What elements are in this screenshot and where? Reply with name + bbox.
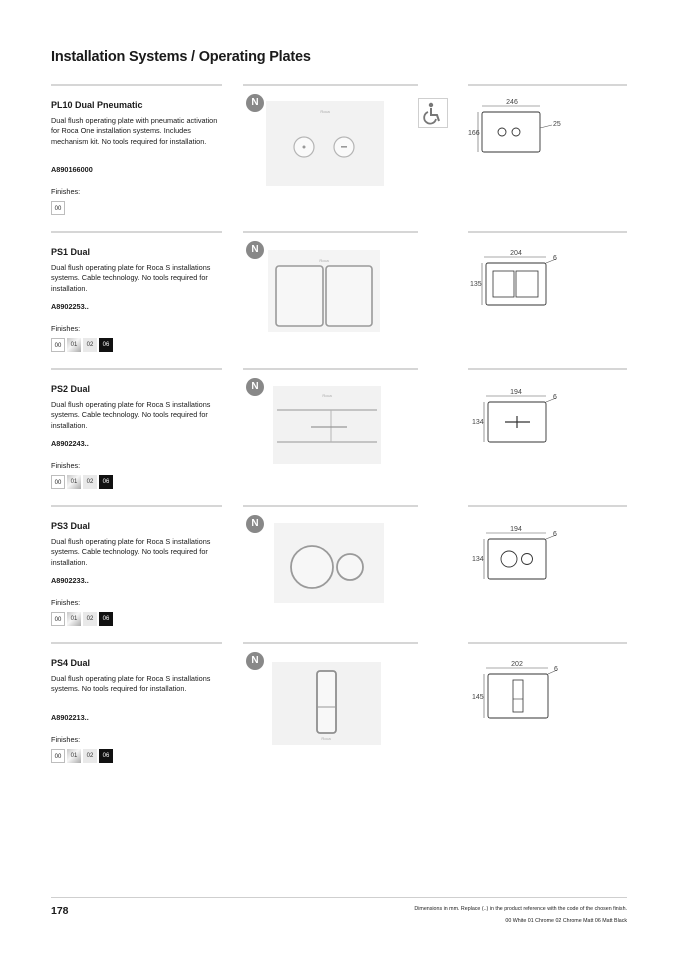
finish-swatch-white: 00 <box>51 475 65 489</box>
footer-note: Dimensions in mm. Replace (..) in the product reference with the code of the chosen finish. <box>414 906 627 912</box>
finish-swatch-matt-black: 06 <box>99 475 113 489</box>
product-reference: A8902243.. <box>51 439 89 448</box>
divider <box>468 231 627 233</box>
divider <box>243 505 418 507</box>
product-photo <box>266 101 384 186</box>
divider <box>243 368 418 370</box>
svg-text:Roca: Roca <box>320 109 330 114</box>
product-description: Dual flush operating plate for Roca S installations systems. No tools required for installation. <box>51 674 211 694</box>
product-photo <box>268 250 380 332</box>
divider <box>243 231 418 233</box>
new-badge: N <box>246 241 264 259</box>
product-description: Dual flush operating plate for Roca S installations systems. Cable technology. No tools required for installation. <box>51 263 211 293</box>
new-badge: N <box>246 378 264 396</box>
svg-text:194: 194 <box>510 389 522 396</box>
product-name: PS2 Dual <box>51 384 91 394</box>
svg-text:145: 145 <box>472 694 484 701</box>
product-section-ps2 <box>0 368 677 505</box>
finish-swatch-white: 00 <box>51 201 65 215</box>
svg-text:Roca: Roca <box>319 258 329 263</box>
product-section-pl10 <box>0 84 677 221</box>
divider <box>468 505 627 507</box>
finish-swatch-white: 00 <box>51 338 65 352</box>
product-section-ps1 <box>0 231 677 368</box>
finishes-label: Finishes: <box>51 187 81 196</box>
product-reference: A890166000 <box>51 165 93 174</box>
new-badge: N <box>246 515 264 533</box>
product-name: PS1 Dual <box>51 247 91 257</box>
svg-text:Roca: Roca <box>321 736 331 741</box>
finishes-label: Finishes: <box>51 735 81 744</box>
page-title: Installation Systems / Operating Plates <box>51 49 311 65</box>
wheelchair-icon <box>418 98 448 128</box>
product-section-ps3 <box>0 505 677 642</box>
finish-swatch-chrome: 01 <box>67 475 81 489</box>
svg-text:246: 246 <box>506 99 518 106</box>
finishes-label: Finishes: <box>51 324 81 333</box>
finish-swatch-chrome-matt: 02 <box>83 612 97 626</box>
svg-text:202: 202 <box>511 661 523 668</box>
finish-swatches <box>51 749 113 763</box>
product-description: Dual flush operating plate for Roca S installations systems. Cable technology. No tools required for installation. <box>51 537 211 567</box>
svg-text:134: 134 <box>472 419 484 426</box>
divider <box>468 84 627 86</box>
finish-swatch-chrome-matt: 02 <box>83 338 97 352</box>
svg-text:134: 134 <box>472 556 484 563</box>
svg-text:204: 204 <box>510 250 522 257</box>
dimension-drawing <box>464 652 564 722</box>
product-reference: A8902233.. <box>51 576 89 585</box>
finish-swatch-white: 00 <box>51 749 65 763</box>
product-name: PS3 Dual <box>51 521 91 531</box>
finish-swatches <box>51 338 113 352</box>
product-name: PS4 Dual <box>51 658 91 668</box>
divider <box>51 642 222 644</box>
finish-swatch-matt-black: 06 <box>99 749 113 763</box>
product-name: PL10 Dual Pneumatic <box>51 100 143 110</box>
dimension-drawing <box>464 241 564 311</box>
product-reference: A8902213.. <box>51 713 89 722</box>
svg-text:25: 25 <box>553 121 561 128</box>
product-photo <box>272 662 381 745</box>
divider <box>51 368 222 370</box>
dimension-drawing <box>464 515 564 585</box>
svg-text:166: 166 <box>468 130 480 137</box>
svg-text:135: 135 <box>470 281 482 288</box>
dimension-drawing <box>464 378 564 448</box>
dimension-drawing <box>464 94 564 164</box>
product-photo <box>273 386 381 464</box>
finish-swatch-chrome: 01 <box>67 749 81 763</box>
product-description: Dual flush operating plate for Roca S installations systems. Cable technology. No tools required for installation. <box>51 400 211 430</box>
svg-text:6: 6 <box>553 255 557 262</box>
svg-text:Roca: Roca <box>322 393 332 398</box>
finish-swatch-matt-black: 06 <box>99 612 113 626</box>
product-reference: A8902253.. <box>51 302 89 311</box>
product-photo <box>274 523 384 603</box>
finish-swatches <box>51 475 113 489</box>
divider <box>51 505 222 507</box>
divider <box>243 642 418 644</box>
finish-swatch-chrome-matt: 02 <box>83 475 97 489</box>
finish-swatches <box>51 612 113 626</box>
finish-swatches <box>51 201 65 215</box>
finish-swatch-chrome-matt: 02 <box>83 749 97 763</box>
svg-text:6: 6 <box>553 531 557 538</box>
svg-text:194: 194 <box>510 526 522 533</box>
divider <box>468 368 627 370</box>
new-badge: N <box>246 94 264 112</box>
finishes-label: Finishes: <box>51 598 81 607</box>
divider <box>51 231 222 233</box>
divider <box>51 84 222 86</box>
svg-text:6: 6 <box>554 666 558 673</box>
svg-text:6: 6 <box>553 394 557 401</box>
page-number: 178 <box>51 905 69 917</box>
product-section-ps4 <box>0 642 677 779</box>
finishes-label: Finishes: <box>51 461 81 470</box>
finish-swatch-matt-black: 06 <box>99 338 113 352</box>
finish-swatch-chrome: 01 <box>67 612 81 626</box>
divider <box>243 84 418 86</box>
finish-swatch-white: 00 <box>51 612 65 626</box>
new-badge: N <box>246 652 264 670</box>
divider <box>468 642 627 644</box>
footer-divider <box>51 897 627 898</box>
product-description: Dual flush operating plate with pneumatic activation for Roca One installation systems. Includes mechanism kit. No tools required for installation. <box>51 116 218 146</box>
footer-finish-legend: 00 White 01 Chrome 02 Chrome Matt 06 Matt Black <box>505 918 627 924</box>
finish-swatch-chrome: 01 <box>67 338 81 352</box>
